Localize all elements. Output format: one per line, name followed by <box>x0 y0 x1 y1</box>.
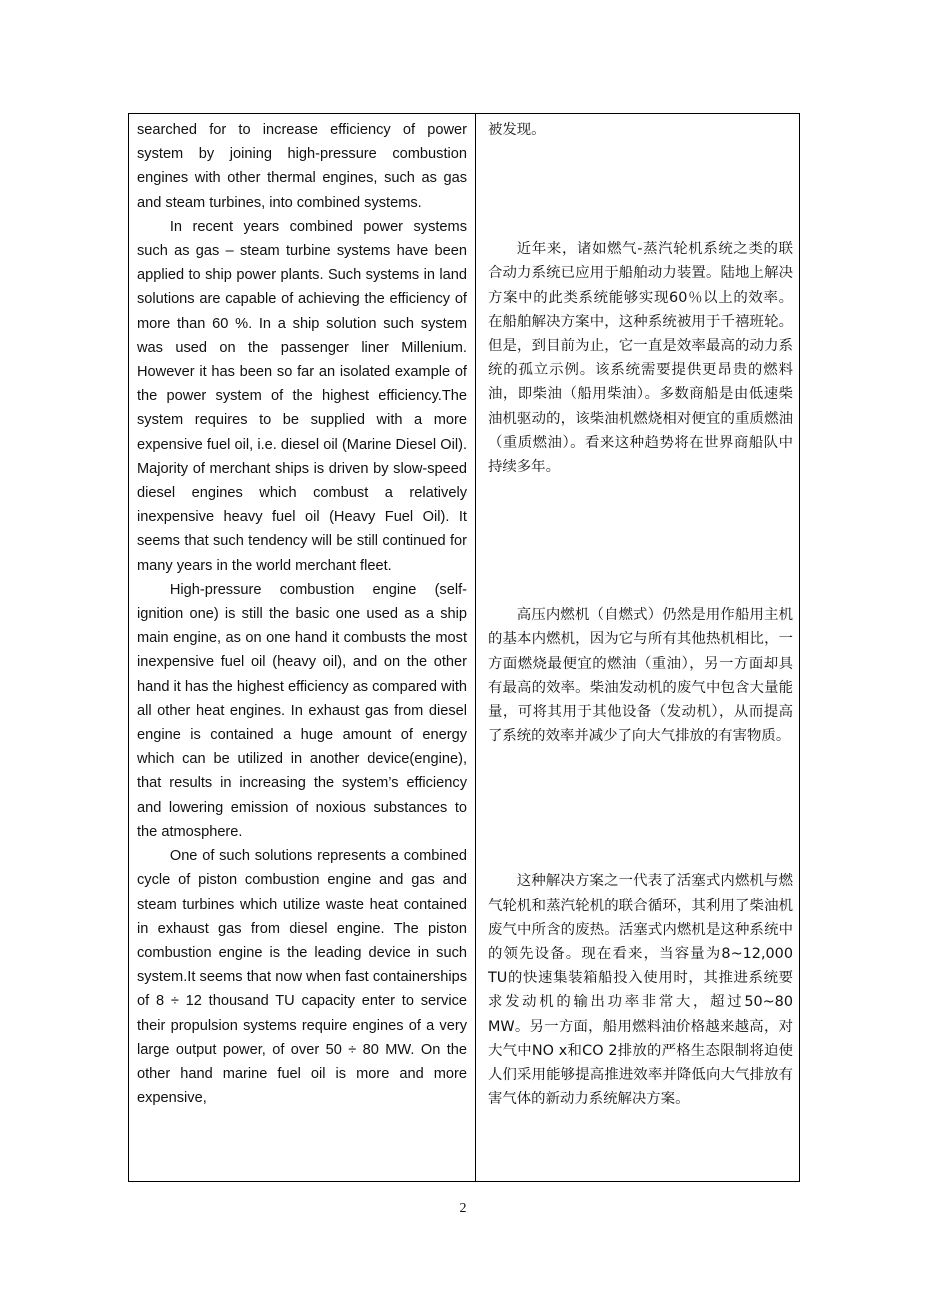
english-paragraph: High-pressure combustion engine (self-ignition one) is still the basic one used as a ship main engine, as on one hand it combusts the most inexpensive fuel oil (heavy oil), and on the other hand it has the highest efficiency as compared with all other heat engines. In exhaust gas from diesel engine is contained a huge amount of energy which can be utilized in another device(engine), that results in increasing the system’s efficiency and lowering emission of noxious substances to the atmosphere. <box>137 581 467 840</box>
english-paragraph: One of such solutions represents a combined cycle of piston combustion engine and gas and steam turbines which utilize waste heat contained in exhaust gas from diesel engine. The piston combustion engine is the leading device in such system.It seems that now when fast containerships of 8 ÷ 12 thousand TU capacity enter to service their propulsion systems require engines of a very large output power, of over 50 ÷ 80 MW. On the other hand marine fuel oil is more and more expensive, <box>137 848 467 1107</box>
english-column <box>129 114 476 1181</box>
chinese-paragraph: 近年来，诸如燃气-蒸汽轮机系统之类的联合动力系统已应用于船舶动力装置。陆地上解决方案中的此类系统能够实现60％以上的效率。在船舶解决方案中，这种系统被用于千禧班轮。但是，到目前为止，它一直是效率最高的动力系统的孤立示例。该系统需要提供更昂贵的燃料油，即柴油（船用柴油）。多数商船是由低速柴油机驱动的，该柴油机燃烧相对便宜的重质燃油（重质燃油）。看来这种趋势将在世界商船队中持续多年。 <box>488 241 793 476</box>
bilingual-table <box>128 113 800 1182</box>
chinese-paragraph: 被发现。 <box>488 122 546 138</box>
chinese-paragraph: 这种解决方案之一代表了活塞式内燃机与燃气轮机和蒸汽轮机的联合循环，其利用了柴油机废气中所含的废热。活塞式内燃机是这种系统中的领先设备。现在看来，当容量为8~12,000 TU的快速集装箱船投入使用时，其推进系统要求发动机的输出功率非常大，超过50~80 MW。另一方面，船用燃料油价格越来越高，对大气中NO x和CO 2排放的严格生态限制将迫使人们采用能够提高推进效率并降低向大气排放有害气体的新动力系统解决方案。 <box>488 873 793 1108</box>
english-paragraph: In recent years combined power systems such as gas – steam turbine systems have been applied to ship power plants. Such systems in land solutions are capable of achieving the efficiency of more than 60 %. In a ship solution such system was used on the passenger liner Millenium. However it has been so far an isolated example of the power system of the highest efficiency.The system requires to be supplied with a more expensive fuel oil, i.e. diesel oil (Marine Diesel Oil). Majority of merchant ships is driven by slow-speed diesel engines which combust a relatively inexpensive heavy fuel oil (Heavy Fuel Oil). It seems that such tendency will be still continued for many years in the world merchant fleet. <box>137 218 467 574</box>
chinese-paragraph: 高压内燃机（自燃式）仍然是用作船用主机的基本内燃机，因为它与所有其他热机相比，一方面燃烧最便宜的燃油（重油），另一方面却具有最高的效率。柴油发动机的废气中包含大量能量，可将其用于其他设备（发动机），从而提高了系统的效率并减少了向大气排放的有害物质。 <box>488 607 793 745</box>
paragraph-spacer <box>488 142 793 237</box>
paragraph-spacer <box>488 479 793 603</box>
paragraph-spacer <box>488 748 793 869</box>
page-number: 2 <box>459 1201 467 1216</box>
english-paragraph: searched for to increase efficiency of power system by joining high-pressure combustion engines with other thermal engines, such as gas and steam turbines, into combined systems. <box>137 122 467 211</box>
chinese-column <box>476 114 799 1181</box>
